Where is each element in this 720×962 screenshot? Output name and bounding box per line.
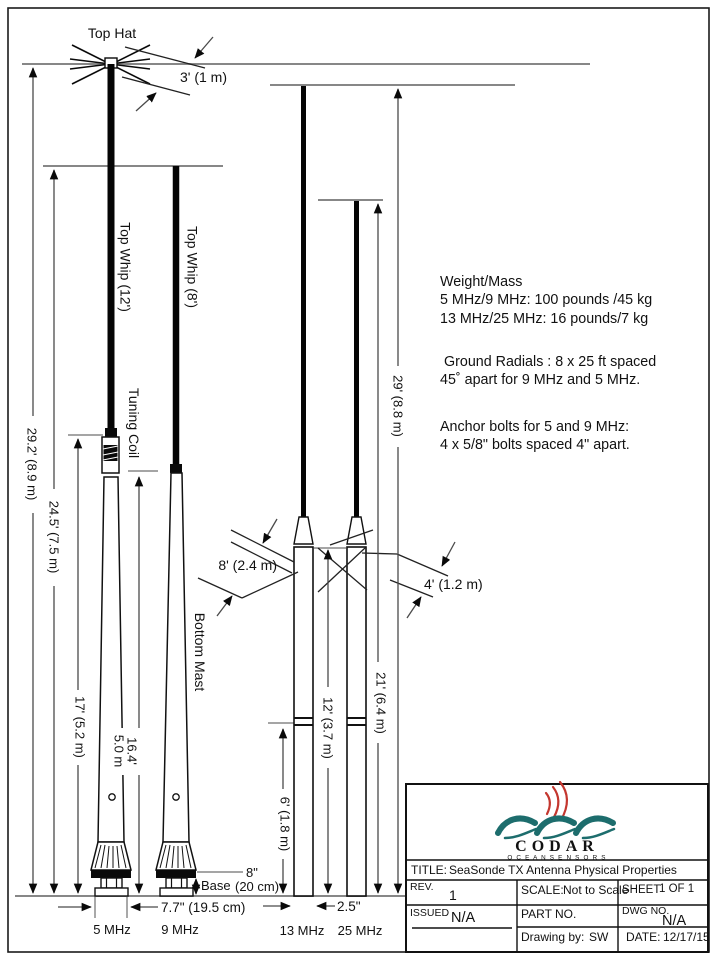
logo-name: CODAR	[515, 838, 599, 855]
skirt-5mhz	[91, 842, 131, 870]
title-value: SeaSonde TX Antenna Physical Properties	[449, 863, 677, 877]
mast-25mhz	[347, 547, 366, 896]
title-label: TITLE:	[411, 863, 448, 877]
issued-value: N/A	[451, 910, 476, 926]
sheet-value: 1 OF 1	[659, 883, 695, 895]
scale-value: Not to Scale	[563, 883, 629, 897]
dwg-no-value: N/A	[662, 913, 687, 929]
part-no-label: PART NO.	[521, 907, 577, 921]
dwg-no-label: DWG NO.	[622, 905, 670, 917]
title-block	[406, 782, 710, 952]
mast-hole	[109, 794, 115, 800]
dimension-lines	[33, 68, 398, 907]
mast-diameter-label: 2.5"	[337, 899, 361, 914]
baseplate-9mhz	[160, 888, 193, 896]
rev-label: REV.	[410, 881, 434, 893]
base-height-cm: (20 cm)	[235, 879, 280, 894]
date-label: DATE:	[626, 930, 661, 944]
drawing-by-label: Drawing by:	[521, 930, 585, 944]
note-weight-13-25: 13 MHz/25 MHz: 16 pounds/7 kg	[440, 311, 649, 327]
pedestal-9mhz	[166, 878, 187, 888]
tuning-coil-label: Tuning Coil	[126, 387, 142, 459]
taper-13mhz	[294, 517, 313, 544]
base-word: Base	[201, 878, 231, 893]
whip-25mhz-length: 4' (1.2 m)	[424, 576, 483, 592]
labels	[25, 25, 483, 938]
logo-ocean-waves-icon	[498, 818, 614, 838]
mast-13mhz	[294, 547, 313, 896]
whip-5mhz-label: Top Whip (12')	[117, 222, 134, 312]
bottom-mast-label: Bottom Mast	[192, 612, 208, 692]
antenna-25mhz	[347, 201, 366, 896]
whip-9mhz-label: Top Whip (8')	[184, 225, 201, 309]
height-13mhz-total: 29' (8.8 m)	[390, 375, 406, 437]
mast-9mhz	[163, 473, 189, 842]
note-radials-1: Ground Radials : 8 x 25 ft spaced	[444, 354, 657, 370]
mast-hole	[173, 794, 179, 800]
drawing-by-value: SW	[589, 930, 609, 944]
note-radials-2: 45˚ apart for 9 MHz and 5 MHz.	[440, 372, 641, 388]
base-width-label: 7.7" (19.5 cm)	[161, 900, 246, 915]
issued-label: ISSUED	[410, 907, 450, 919]
note-anchor-1: Anchor bolts for 5 and 9 MHz:	[440, 419, 630, 435]
top-hat-span-label: 3' (1 m)	[180, 69, 228, 85]
height-5mhz-mast: 17' (5.2 m)	[72, 696, 88, 758]
skirt-9mhz	[156, 842, 196, 870]
scale-label: SCALE:	[521, 883, 564, 897]
height-9mhz-mast-m: 5.0 m	[111, 734, 127, 768]
rev-value: 1	[449, 887, 457, 903]
taper-25mhz	[347, 517, 366, 544]
base-height-in: 8"	[246, 865, 258, 880]
note-weight-5-9: 5 MHz/9 MHz: 100 pounds /45 kg	[440, 292, 653, 308]
antenna-label-9mhz: 9 MHz	[161, 922, 199, 937]
whip-13mhz-length: 8' (2.4 m)	[218, 557, 277, 573]
antenna-label-13mhz: 13 MHz	[279, 923, 325, 938]
baseplate-5mhz	[95, 888, 128, 896]
mast-5mhz	[98, 477, 124, 842]
note-weight-title: Weight/Mass	[440, 274, 523, 290]
codar-logo	[498, 782, 614, 862]
height-9mhz-total: 24.5' (7.5 m)	[46, 500, 62, 574]
height-lower-13-25: 6' (1.8 m)	[277, 796, 293, 852]
antenna-label-5mhz: 5 MHz	[93, 922, 131, 937]
height-9mhz-mast-ft: 16.4'	[124, 737, 140, 765]
antenna-13mhz	[294, 86, 313, 896]
date-value: 12/17/15	[663, 930, 710, 944]
logo-radio-waves-icon	[546, 782, 567, 820]
logo-subtitle: O C E A N S E N S O R S	[507, 854, 607, 862]
notes-block	[440, 274, 656, 453]
sheet-label: SHEET	[622, 884, 661, 896]
pedestal-5mhz	[101, 878, 122, 888]
height-mast-13-25: 12' (3.7 m)	[320, 697, 336, 759]
note-anchor-2: 4 x 5/8" bolts spaced 4" apart.	[440, 437, 630, 453]
height-5mhz-total: 29.2' (8.9 m)	[24, 427, 40, 501]
top-hat-label: Top Hat	[87, 25, 137, 41]
antenna-label-25mhz: 25 MHz	[337, 923, 383, 938]
height-25mhz-total: 21' (6.4 m)	[373, 672, 389, 734]
